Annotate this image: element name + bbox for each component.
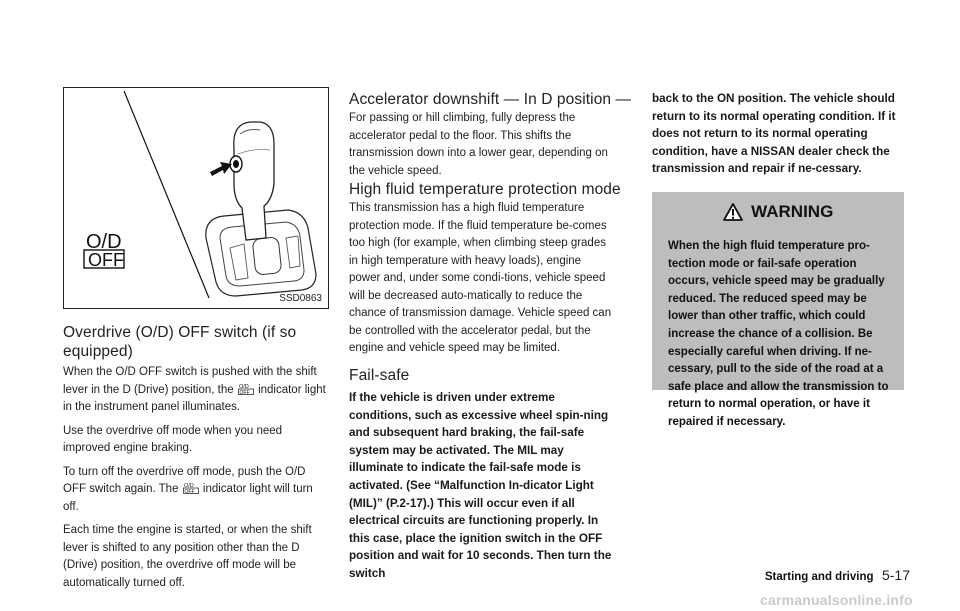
transmission-figure — [63, 87, 329, 309]
od-off-paragraph-2: Use the overdrive off mode when you need improved engine braking. — [63, 424, 283, 454]
accelerator-downshift-heading: Accelerator downshift — In D position — — [349, 91, 632, 108]
p3-text-before: To turn off the overdrive off mode, push the O/D OFF switch again. The — [63, 465, 306, 495]
svg-text:OFF: OFF — [239, 389, 250, 395]
fail-safe-heading: Fail-safe — [349, 367, 410, 384]
od-off-paragraph-3 — [63, 464, 329, 517]
watermark: carmanualsonline.info — [760, 592, 913, 608]
arrow-icon — [210, 162, 232, 176]
accelerator-downshift-paragraph: For passing or hill climbing, fully depress the accelerator pedal to the floor. This shifts the transmission down into a lower gear, depending on the vehicle speed. — [349, 112, 608, 177]
warning-title-row — [652, 202, 904, 228]
p3-text-after: indicator light will turn off. — [63, 483, 313, 513]
od-label-top: O/D — [86, 231, 122, 253]
svg-text:OFF: OFF — [184, 488, 195, 494]
warning-body: When the high fluid temperature pro-tection mode or fail-safe operation occurs, vehicle speed may be gradually reduced. The reduced speed may be lower than other traffic, which could increase the chance of a collision. Be especially careful when driving. If ne-cessary, pull to the side of the road at a safe place and allow the transmission to return to normal operation, or have it repaired if necessary. — [668, 240, 889, 428]
svg-text:O/D: O/D — [183, 483, 194, 489]
page-number: 5-17 — [881, 567, 910, 583]
p1-text-before: When the O/D OFF switch is pushed with the shift lever in the D (Drive) position, the — [63, 366, 317, 396]
warning-title: WARNING — [751, 202, 834, 221]
warning-triangle-icon — [723, 203, 743, 221]
footer-section-title: Starting and driving — [764, 571, 874, 583]
od-off-heading: Overdrive (O/D) OFF switch (if so equipped) — [63, 324, 297, 360]
od-off-indicator-icon — [183, 482, 199, 494]
fail-safe-continued-paragraph: back to the ON position. The vehicle should return to its normal operating condition. If it does not return to its normal operating condition, have a NISSAN dealer check the transmission and repair if ne-cessary. — [652, 92, 896, 176]
p1-text-after: indicator light in the instrument panel illuminates. — [63, 383, 326, 413]
shift-lever-illustration — [64, 88, 328, 308]
fail-safe-paragraph: If the vehicle is driven under extreme conditions, such as excessive wheel spin-ning and subsequent hard braking, the fail-safe system may be activated. The MIL may illuminate to indicate the fail-safe mode is activated. (See “Malfunction In-dicator Light (MIL)” (P.2-17).) This will occur even if all electrical circuits are functioning properly. In this case, place the ignition switch in the OFF position and wait for 10 seconds. Then turn the switch — [349, 391, 612, 580]
svg-text:O/D: O/D — [238, 383, 249, 390]
high-fluid-temp-paragraph: This transmission has a high fluid temperature protection mode. If the fluid temperature be-comes too high (for example, when climbing steep grades in high temperature with heavy loads), engine power and, under some condi-tions, vehicle speed will be decreased auto-matically to reduce the chance of transmission damage. Vehicle speed can be controlled with the accelerator pedal, but the engine and vehicle speed may be limited. — [349, 202, 612, 354]
od-off-paragraph-4: Each time the engine is started, or when the shift lever is shifted to any position other than the D (Drive) position, the overdrive off mode will be automatically turned off. — [63, 524, 312, 589]
high-fluid-temp-heading: High fluid temperature protection mode — [349, 181, 621, 198]
page-footer — [730, 567, 910, 585]
figure-caption: SSD0863 — [279, 293, 322, 304]
od-off-paragraph-1 — [63, 364, 329, 417]
od-off-indicator-icon — [238, 383, 254, 395]
warning-box — [652, 192, 904, 428]
od-label-bottom: OFF — [88, 250, 124, 270]
